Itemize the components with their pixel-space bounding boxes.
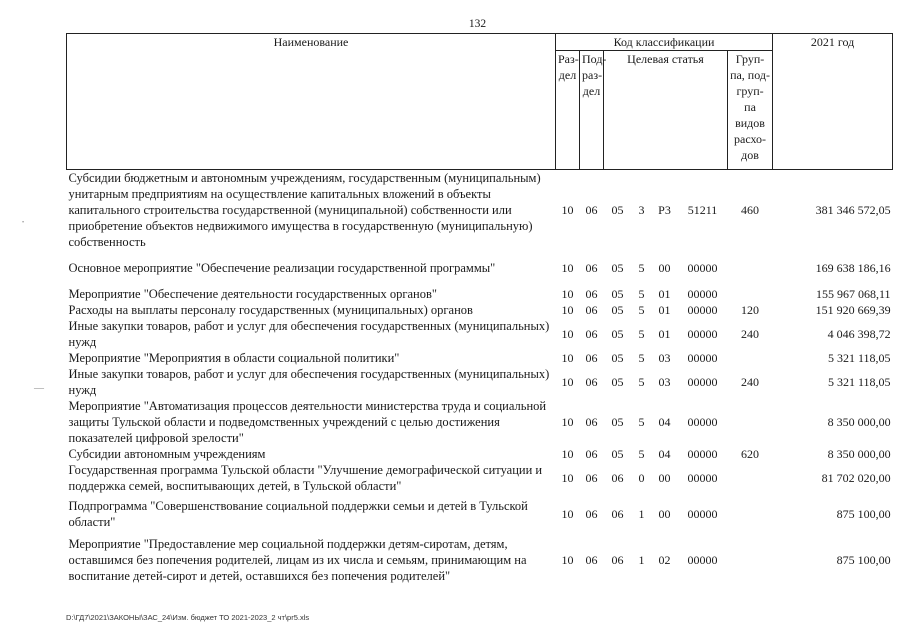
row-podrazdel: 06 [585,326,598,341]
row-amount: 151 920 669,39 [815,302,891,317]
row-razdel: 10 [561,506,574,521]
table-row [67,366,893,398]
row-target-1: 05 [611,202,624,217]
row-target-2: 5 [638,374,645,389]
table-row [67,534,893,586]
row-target-3: 03 [658,350,671,365]
row-amount: 81 702 020,00 [821,470,891,485]
header-name: Наименование [67,34,556,170]
row-target-2: 3 [638,202,645,217]
row-group [728,534,773,586]
row-razdel: 10 [561,286,574,301]
row-amount: 4 046 398,72 [827,326,891,341]
row-razdel: 10 [561,446,574,461]
row-target-4: 00000 [687,552,718,567]
file-path-footer: D:\ГД7\2021\ЗАКОНЫ\ЗАС_24\Изм. бюджет ТО 2021-2023_2 чт\pr5.xls [66,613,310,622]
row-group: 120 [741,302,760,317]
row-target-3: 04 [658,414,671,429]
row-podrazdel: 06 [585,302,598,317]
row-target-2: 1 [638,506,645,521]
row-target-3: 01 [658,326,671,341]
row-razdel: 10 [561,202,574,217]
row-target-3: 01 [658,286,671,301]
row-name: Мероприятие "Мероприятия в области социальной политики" [68,351,400,365]
row-amount: 8 350 000,00 [827,446,891,461]
row-target-2: 5 [638,350,645,365]
row-target-1: 05 [611,350,624,365]
row-target-4: 00000 [687,326,718,341]
row-podrazdel: 06 [585,446,598,461]
row-group [728,250,773,286]
row-target-4: 00000 [687,286,718,301]
row-name: Субсидии автономным учреждениям [68,447,266,461]
row-group: 620 [741,446,760,461]
row-group [728,398,773,446]
row-target-2: 5 [638,326,645,341]
row-target-3: 00 [658,260,671,275]
row-target-1: 05 [611,374,624,389]
row-name: Основное мероприятие "Обеспечение реализации государственной программы" [68,261,496,275]
row-target-4: 00000 [687,302,718,317]
header-razdel: Раз- дел [556,51,580,170]
row-razdel: 10 [561,470,574,485]
row-name: Иные закупки товаров, работ и услуг для обеспечения государственных (муниципальных) нужд [68,367,550,397]
row-target-4: 00000 [687,446,718,461]
row-target-3: 00 [658,506,671,521]
row-razdel: 10 [561,414,574,429]
row-name: Иные закупки товаров, работ и услуг для обеспечения государственных (муниципальных) нужд [68,319,550,349]
row-razdel: 10 [561,260,574,275]
row-group [728,350,773,366]
header-podrazdel: Под- раз- дел [580,51,604,170]
row-target-4: 00000 [687,374,718,389]
table-row [67,398,893,446]
row-amount: 5 321 118,05 [828,374,891,389]
row-target-4: 00000 [687,350,718,365]
header-year: 2021 год [773,34,893,170]
row-podrazdel: 06 [585,414,598,429]
row-target-1: 05 [611,286,624,301]
row-target-2: 5 [638,446,645,461]
table-row [67,350,893,366]
row-target-3: 01 [658,302,671,317]
row-target-1: 05 [611,446,624,461]
row-target-2: 5 [638,302,645,317]
row-target-3: 03 [658,374,671,389]
table-row [67,446,893,462]
row-razdel: 10 [561,326,574,341]
row-target-2: 1 [638,552,645,567]
row-razdel: 10 [561,374,574,389]
row-amount: 5 321 118,05 [828,350,891,365]
row-target-2: 5 [638,286,645,301]
table-row [67,170,893,251]
scan-dot: • [22,220,25,226]
row-group: 240 [741,326,760,341]
row-target-1: 05 [611,414,624,429]
row-razdel: 10 [561,350,574,365]
row-group [728,462,773,494]
table-row [67,318,893,350]
table-row [67,302,893,318]
row-amount: 875 100,00 [836,506,891,521]
row-podrazdel: 06 [585,350,598,365]
row-name: Мероприятие "Обеспечение деятельности государственных органов" [68,287,437,301]
page-number: 132 [468,18,487,30]
header-code: Код классификации [556,34,773,51]
table-row [67,494,893,534]
row-name: Мероприятие "Автоматизация процессов деятельности министерства труда и социальной защиты Тульской области и подведомственных учреждений с целью достижения показателей цифровой зрелости" [68,399,547,445]
row-podrazdel: 06 [585,202,598,217]
row-podrazdel: 06 [585,374,598,389]
row-name: Расходы на выплаты персоналу государственных (муниципальных) органов [68,303,473,317]
row-target-4: 00000 [687,414,718,429]
row-amount: 8 350 000,00 [827,414,891,429]
row-razdel: 10 [561,302,574,317]
row-group: 240 [741,374,760,389]
row-group [728,286,773,302]
row-target-4: 51211 [687,202,718,217]
row-target-4: 00000 [687,260,718,275]
row-podrazdel: 06 [585,470,598,485]
row-target-2: 5 [638,260,645,275]
row-target-3: 00 [658,470,671,485]
row-podrazdel: 06 [585,286,598,301]
row-podrazdel: 06 [585,260,598,275]
row-amount: 169 638 186,16 [815,260,891,275]
budget-table [66,33,893,586]
row-target-3: P3 [658,202,671,217]
row-name: Государственная программа Тульской области "Улучшение демографической ситуации и поддержка семей, воспитывающих детей, в Тульской области" [68,463,543,493]
row-target-1: 06 [611,552,624,567]
row-target-1: 06 [611,506,624,521]
header-target: Целевая статья [604,51,728,170]
row-group [728,494,773,534]
row-target-1: 05 [611,302,624,317]
row-target-2: 0 [638,470,645,485]
row-target-4: 00000 [687,470,718,485]
row-amount: 155 967 068,11 [816,286,891,301]
row-name: Подпрограмма "Совершенствование социальной поддержки семьи и детей в Тульской области" [68,499,528,529]
row-amount: 875 100,00 [836,552,891,567]
row-podrazdel: 06 [585,506,598,521]
table-row [67,286,893,302]
header-group: Груп- па, под- груп- па видов расхо- дов [728,51,773,170]
row-name: Мероприятие "Предоставление мер социальной поддержки детям-сиротам, детям, оставшимся без попечения родителей, лицам из их числа и семьям, принимающим на воспитание детей-сирот и детей, оставшихся без попечения родителей" [68,537,527,583]
table-row [67,250,893,286]
row-podrazdel: 06 [585,552,598,567]
row-target-4: 00000 [687,506,718,521]
row-amount: 381 346 572,05 [815,202,891,217]
scan-mark: — [34,383,44,394]
row-group: 460 [741,202,760,217]
row-target-1: 05 [611,326,624,341]
table-row [67,462,893,494]
row-razdel: 10 [561,552,574,567]
row-target-2: 5 [638,414,645,429]
row-target-3: 04 [658,446,671,461]
row-target-1: 06 [611,470,624,485]
row-target-3: 02 [658,552,671,567]
row-name: Субсидии бюджетным и автономным учреждениям, государственным (муниципальным) унитарным предприятиям на осуществление капитальных вложений в объекты капитального строительства государственной (муниципальной) собственности или приобретение объектов недвижимого имущества в государственную (муниципальную) собственность [68,171,541,249]
row-target-1: 05 [611,260,624,275]
